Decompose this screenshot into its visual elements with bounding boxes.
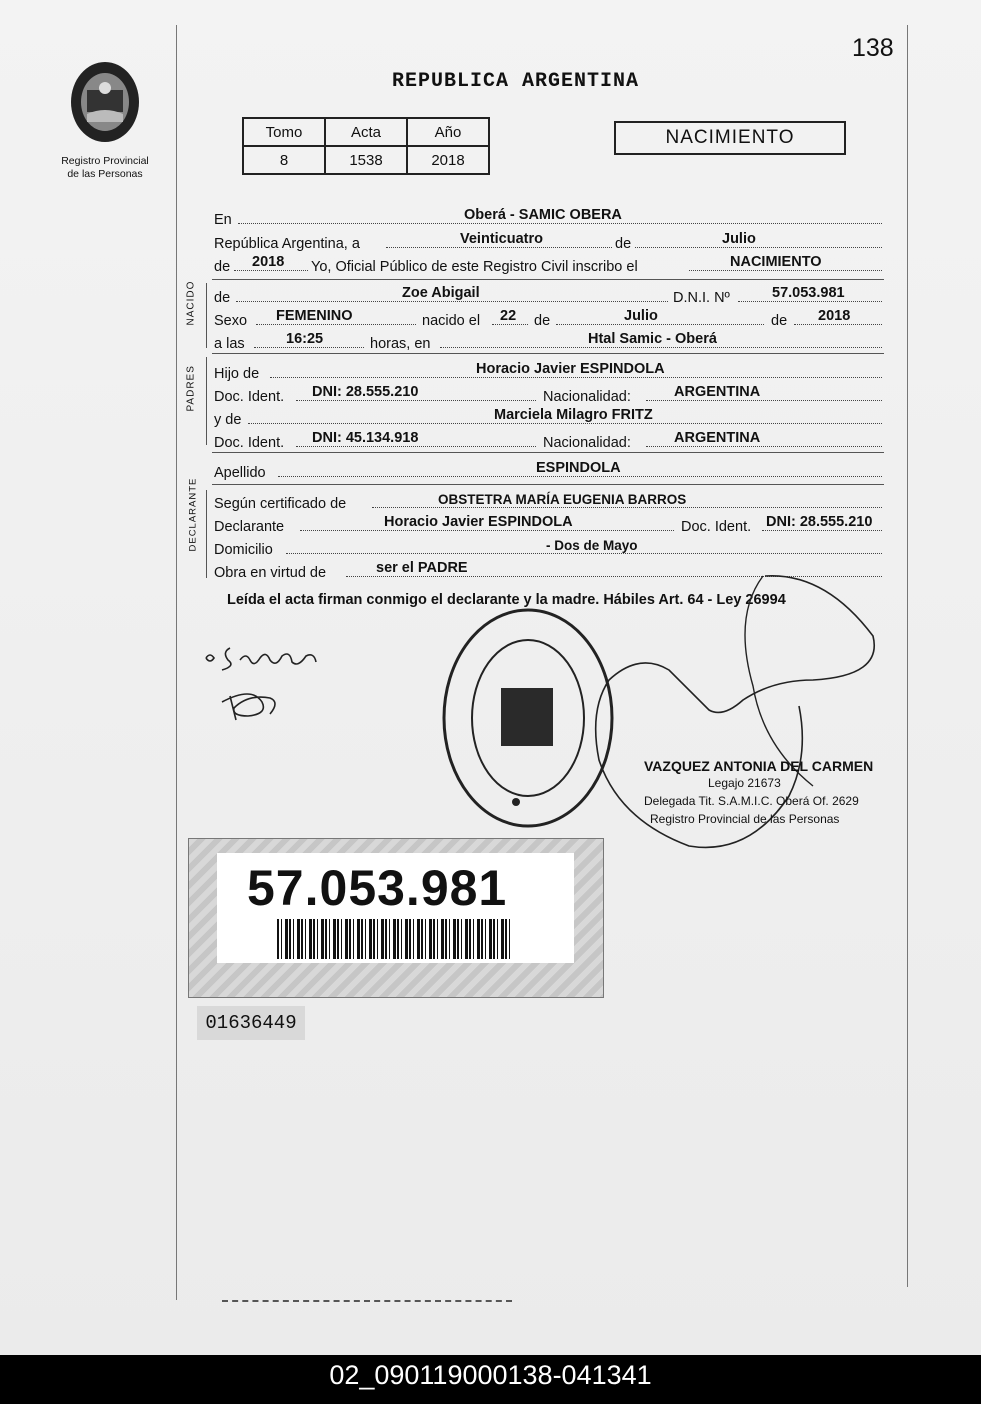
value-father: Horacio Javier ESPINDOLA (476, 361, 665, 377)
value-year: 2018 (252, 254, 285, 270)
value-father-nat: ARGENTINA (674, 384, 761, 400)
dotted-line (762, 530, 882, 531)
right-margin-line (907, 25, 908, 1287)
value-day: Veinticuatro (460, 231, 543, 247)
dotted-line (556, 324, 764, 325)
row-padre (214, 362, 884, 382)
row-hora (214, 332, 884, 352)
dotted-line (440, 347, 882, 348)
label-nacido: nacido el (422, 313, 481, 329)
dotted-line (372, 507, 882, 508)
dni-sticker-number: 57.053.981 (247, 860, 508, 916)
label-doc: Doc. Ident. (214, 435, 285, 451)
value-dni: 57.053.981 (772, 285, 845, 301)
dotted-line (278, 476, 882, 477)
label-sexo: Sexo (214, 313, 248, 329)
header-anio: Año (407, 118, 489, 146)
value-acto: NACIMIENTO (730, 254, 822, 270)
value-birth-day: 22 (500, 308, 517, 324)
label-de: de (214, 290, 231, 306)
divider (212, 279, 884, 280)
label-de: de (534, 313, 551, 329)
label-nacionalidad: Nacionalidad: (543, 389, 631, 405)
official-role: Delegada Tit. S.A.M.I.C. Oberá Of. 2629 (644, 794, 859, 808)
label-yde: y de (214, 412, 242, 428)
dotted-line (738, 301, 882, 302)
value-father-doc: DNI: 28.555.210 (312, 384, 419, 400)
value-acta: 1538 (325, 146, 407, 174)
official-office: Registro Provincial de las Personas (650, 812, 840, 826)
value-obra: ser el PADRE (376, 560, 468, 576)
dotted-line (270, 377, 882, 378)
value-tomo: 8 (243, 146, 325, 174)
registry-logo (55, 58, 155, 181)
label-hijo: Hijo de (214, 366, 260, 382)
row-domicilio (214, 538, 884, 558)
label-republica: República Argentina, a (214, 236, 360, 252)
value-mother-nat: ARGENTINA (674, 430, 761, 446)
row-anio (214, 255, 884, 275)
label-apellido: Apellido (214, 465, 266, 481)
value-time: 16:25 (286, 331, 324, 347)
row-padre-doc (214, 385, 884, 405)
label-de: de (771, 313, 788, 329)
divider (212, 353, 884, 354)
divider (212, 484, 884, 485)
dotted-line (254, 347, 364, 348)
value-month: Julio (722, 231, 756, 247)
value-place: Htal Samic - Oberá (588, 331, 717, 347)
dotted-line (492, 324, 528, 325)
header-tomo: Tomo (243, 118, 325, 146)
official-legajo: Legajo 21673 (708, 776, 781, 790)
dotted-line (635, 247, 882, 248)
row-sexo (214, 309, 884, 329)
label-de: de (615, 236, 632, 252)
row-certificado (214, 492, 884, 512)
value-sexo: FEMENINO (276, 308, 353, 324)
label-alas: a las (214, 336, 245, 352)
record-table (242, 117, 490, 175)
value-birth-year: 2018 (818, 308, 851, 324)
label-nacionalidad: Nacionalidad: (543, 435, 631, 451)
label-domicilio: Domicilio (214, 542, 273, 558)
dotted-line (248, 423, 882, 424)
logo-label-2: de las Personas (67, 168, 143, 180)
dotted-line (300, 530, 674, 531)
official-signature-block (644, 758, 874, 828)
label-oficial: Yo, Oficial Público de este Registro Civil inscribo el (311, 259, 638, 275)
dotted-line (296, 400, 536, 401)
value-en: Oberá - SAMIC OBERA (464, 207, 622, 223)
label-declarante: Declarante (214, 519, 285, 535)
row-declarante (214, 515, 884, 535)
value-mother-doc: DNI: 45.134.918 (312, 430, 419, 446)
dotted-line (286, 553, 882, 554)
value-anio: 2018 (407, 146, 489, 174)
official-name: VAZQUEZ ANTONIA DEL CARMEN (644, 758, 874, 774)
page-number: 138 (852, 34, 894, 62)
dotted-line (386, 247, 612, 248)
section-declarante-label: DECLARANTE (187, 477, 199, 552)
logo-label-1: Registro Provincial (61, 155, 149, 167)
dotted-line (236, 301, 668, 302)
label-en: En (214, 212, 232, 228)
row-nombre (214, 286, 884, 306)
row-fecha (214, 232, 884, 252)
section-nacido: NACIDO (185, 280, 197, 326)
label-de: de (214, 259, 231, 275)
label-obra: Obra en virtud de (214, 565, 327, 581)
dni-sticker-panel (217, 853, 574, 963)
record-kind: NACIMIENTO (614, 121, 846, 155)
label-doc: Doc. Ident. (214, 389, 285, 405)
scan-code-footer: 02_090119000138-041341 (0, 1355, 981, 1404)
section-bar (206, 490, 207, 578)
dotted-line (234, 270, 308, 271)
bottom-dashed-line (222, 1300, 512, 1302)
provincial-crest-icon (67, 58, 143, 146)
left-margin-line (176, 25, 177, 1300)
value-domicilio: - Dos de Mayo (546, 538, 638, 553)
closing-statement: Leída el acta firman conmigo el declarante y la madre. Hábiles Art. 64 - Ley 26994 (227, 592, 786, 608)
row-en (214, 208, 884, 228)
dotted-line (646, 446, 882, 447)
section-declarante (187, 477, 199, 552)
document-title: REPUBLICA ARGENTINA (392, 70, 640, 93)
row-apellido (214, 461, 884, 481)
dotted-line (689, 270, 882, 271)
dni-sticker (188, 838, 604, 998)
section-bar (206, 283, 207, 348)
dotted-line (646, 400, 882, 401)
label-certificado: Según certificado de (214, 496, 347, 512)
dotted-line (238, 223, 882, 224)
declarant-signature-icon (200, 638, 350, 728)
label-dni: D.N.I. Nº (673, 290, 730, 306)
value-certificado: OBSTETRA MARÍA EUGENIA BARROS (438, 492, 687, 507)
serial-number: 01636449 (197, 1006, 305, 1040)
value-declarante-doc: DNI: 28.555.210 (766, 514, 873, 530)
row-madre (214, 408, 884, 428)
value-birth-month: Julio (624, 308, 658, 324)
divider (212, 452, 884, 453)
label-horas: horas, en (370, 336, 431, 352)
row-madre-doc (214, 431, 884, 451)
dotted-line (256, 324, 416, 325)
section-bar (206, 357, 207, 445)
label-doc: Doc. Ident. (681, 519, 752, 535)
section-padres: PADRES (185, 365, 197, 412)
header-acta: Acta (325, 118, 407, 146)
value-declarante: Horacio Javier ESPINDOLA (384, 514, 573, 530)
value-name: Zoe Abigail (402, 285, 480, 301)
value-mother: Marciela Milagro FRITZ (494, 407, 653, 423)
dotted-line (296, 446, 536, 447)
barcode-icon (277, 919, 513, 959)
value-apellido: ESPINDOLA (536, 460, 621, 476)
dotted-line (794, 324, 882, 325)
